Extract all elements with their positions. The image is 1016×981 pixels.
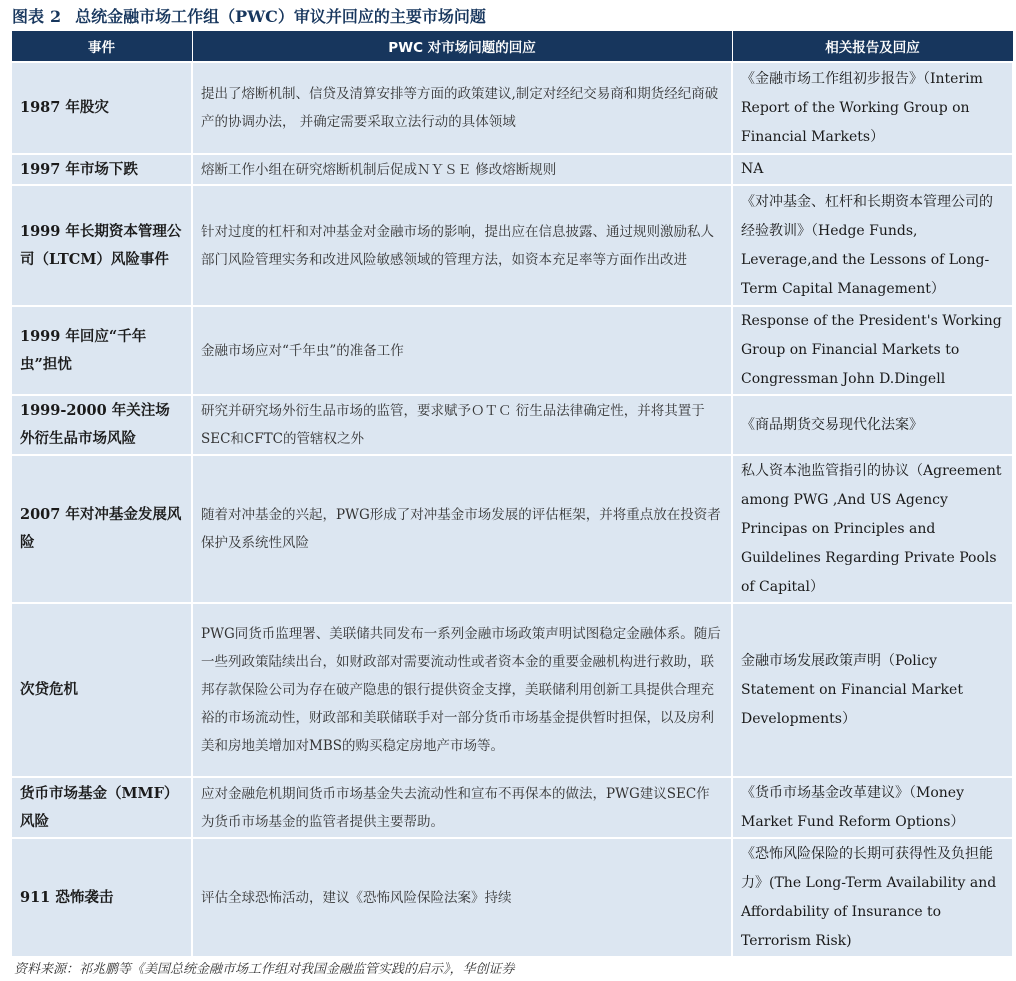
response-cell: 针对过度的杠杆和对冲基金对金融市场的影响，提出应在信息披露、通过规则激励私人部门风险管理实务和改进风险敏感领域的管理方法，如资本充足率等方面作出改进	[192, 185, 732, 306]
response-cell: 熔断工作小组在研究熔断机制后促成ＮＹＳＥ 修改熔断规则	[192, 154, 732, 185]
event-cell: 1999-2000 年关注场外衍生品市场风险	[11, 395, 192, 455]
table-row	[11, 603, 1013, 777]
report-cell: 《货币市场基金改革建议》（Money Market Fund Reform Options）	[732, 777, 1013, 838]
figure-label: 图表	[12, 7, 45, 26]
response-cell: PWG同货币监理署、美联储共同发布一系列金融市场政策声明试图稳定金融体系。随后一些列政策陆续出台，如财政部对需要流动性或者资本金的重要金融机构进行救助，联邦存款保险公司为存在破产隐患的银行提供资金支撑，美联储利用创新工具提供合理充裕的市场流动性，财政部和美联储联手对一部分货币市场基金提供暂时担保，以及房利美和房地美增加对MBS的购买稳定房地产市场等。	[192, 603, 732, 777]
header-response: PWC 对市场问题的回应	[192, 31, 732, 62]
report-cell: Response of the President's Working Group on Financial Markets to Congressman John D.Dingell	[732, 306, 1013, 395]
event-cell: 2007 年对冲基金发展风险	[11, 455, 192, 603]
response-cell: 随着对冲基金的兴起，PWG形成了对冲基金市场发展的评估框架，并将重点放在投资者保护及系统性风险	[192, 455, 732, 603]
response-cell: 金融市场应对“千年虫”的准备工作	[192, 306, 732, 395]
event-cell: 911 恐怖袭击	[11, 838, 192, 957]
event-cell: 1987 年股灾	[11, 62, 192, 154]
figure-number: 2	[50, 7, 62, 26]
report-cell: 《商品期货交易现代化法案》	[732, 395, 1013, 455]
response-cell: 研究并研究场外衍生品市场的监管，要求赋予ＯＴＣ 衍生品法律确定性，并将其置于SEC和CFTC的管辖权之外	[192, 395, 732, 455]
issues-table	[10, 31, 1014, 958]
table-row	[11, 185, 1013, 306]
header-report: 相关报告及回应	[732, 31, 1013, 62]
report-cell: 《金融市场工作组初步报告》（Interim Report of the Working Group on Financial Markets）	[732, 62, 1013, 154]
report-cell: 《恐怖风险保险的长期可获得性及负担能力》(The Long-Term Availability and Affordability of Insurance to Terrorism Risk)	[732, 838, 1013, 957]
figure-title-text: 总统金融市场工作组（PWC）审议并回应的主要市场问题	[75, 7, 486, 26]
event-cell: 货币市场基金（MMF）风险	[11, 777, 192, 838]
report-cell: NA	[732, 154, 1013, 185]
table-row	[11, 777, 1013, 838]
header-event: 事件	[11, 31, 192, 62]
event-cell: 次贷危机	[11, 603, 192, 777]
table-row	[11, 455, 1013, 603]
table-row	[11, 838, 1013, 957]
table-header-row	[11, 31, 1013, 62]
report-cell: 私人资本池监管指引的协议（Agreement among PWG ,And US Agency Principas on Principles and Guildelines Regarding Private Pools of Capital）	[732, 455, 1013, 603]
event-cell: 1997 年市场下跌	[11, 154, 192, 185]
source-note: 资料来源：祁兆鹏等《美国总统金融市场工作组对我国金融监管实践的启示》，华创证券	[14, 962, 515, 977]
table-row	[11, 395, 1013, 455]
report-cell: 《对冲基金、杠杆和长期资本管理公司的经验教训》（Hedge Funds, Leverage,and the Lessons of Long-Term Capital Management）	[732, 185, 1013, 306]
response-cell: 评估全球恐怖活动，建议《恐怖风险保险法案》持续	[192, 838, 732, 957]
event-cell: 1999 年回应“千年虫”担忧	[11, 306, 192, 395]
table-row	[11, 62, 1013, 154]
figure-title	[12, 4, 486, 30]
table-row	[11, 306, 1013, 395]
table-row	[11, 154, 1013, 185]
response-cell: 应对金融危机期间货币市场基金失去流动性和宣布不再保本的做法，PWG建议SEC作为货币市场基金的监管者提供主要帮助。	[192, 777, 732, 838]
event-cell: 1999 年长期资本管理公司（LTCM）风险事件	[11, 185, 192, 306]
report-cell: 金融市场发展政策声明（Policy Statement on Financial Market Developments）	[732, 603, 1013, 777]
response-cell: 提出了熔断机制、信贷及清算安排等方面的政策建议,制定对经纪交易商和期货经纪商破产的协调办法， 并确定需要采取立法行动的具体领域	[192, 62, 732, 154]
